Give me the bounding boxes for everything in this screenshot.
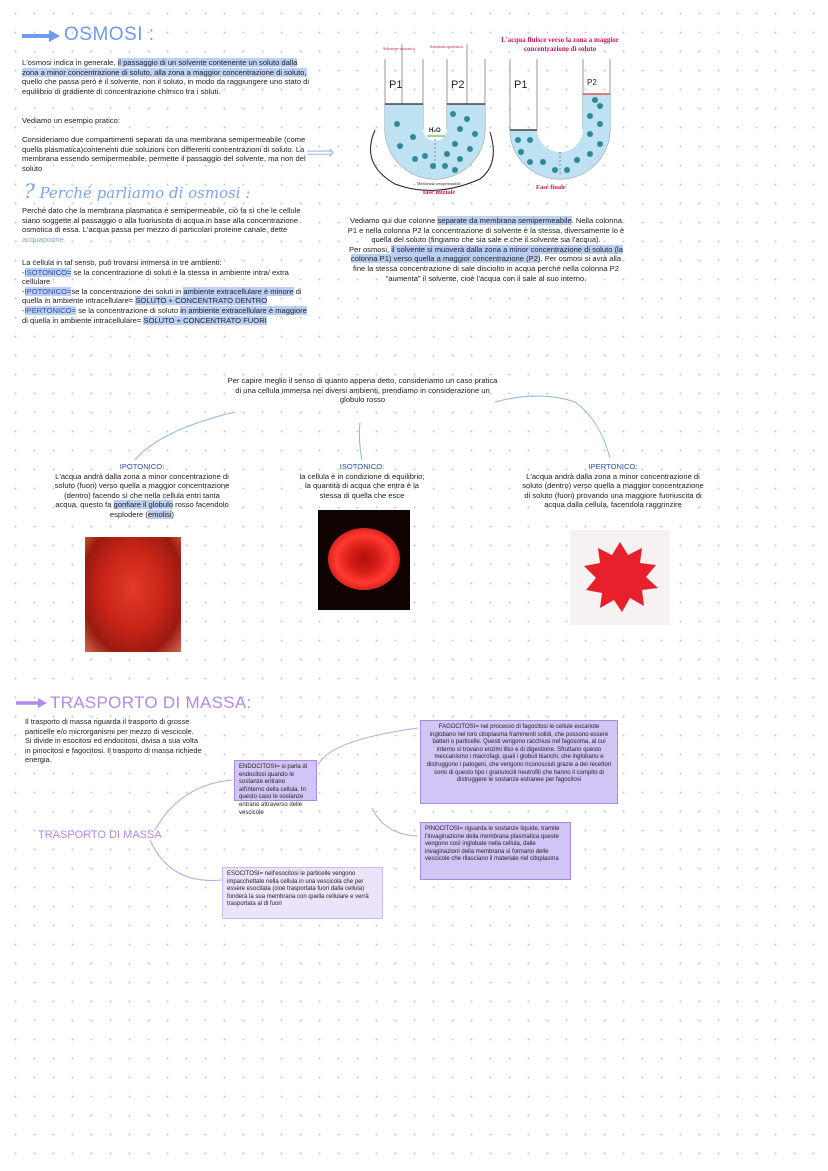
trasporto-text: Il trasporto di massa riguarda il trasporto di grosse particelle e/o microrganismi per mezzo di vescicole. Si divide in esocitosi ed endocitosi, divisa a sua volta in pinocitosi e fagocitosi. Il trasporto di massa richiede energia. [25, 717, 202, 765]
highlighted-text: SOLUTO + CONCENTRATO DENTRO [135, 296, 268, 306]
osmosis-u-tube-diagram [355, 34, 630, 199]
term-label: ISOTONICO= [24, 267, 72, 277]
u-tube-illustration [355, 34, 630, 199]
isotonic-text: la cellula è in condizione di equilibrio; la quantità di acqua che entra è la stessa di quella che esce [299, 471, 425, 500]
text-segment: - [22, 305, 25, 315]
pinocitosi-box: PINOCITOSI= riguarda le sostanze liquide, tramite l'invaginazione della membrana plasmatica queste vengono così inglobate nella cellula, dalle invaginazioni della membrana si formano delle vescicole che rilasciano il materiale nel citoplasma [420, 822, 571, 880]
osmosi-definition [22, 58, 314, 96]
label-final-phase: Fase finale [536, 184, 566, 191]
term-label: IPOTONICO= [24, 286, 72, 296]
text-segment: - [22, 267, 25, 277]
fagocitosi-box: FAGOCITOSI= nel processo di fagocitosi le cellule eucariote inglobano nel loro citoplasma frammenti solidi, che possono essere batteri o particelle. Questi vengono racchiusi nel fagosoma, al cui interno si trovano enzimi litici e di digestione. Sfruttano questo meccanismo i macrofagi, quali i globuli bianchi, che inglobano e distruggono i patogeni, che vengono riconosciuti grazie a dei recettori sono di questo tipo i granulociti neutrofili che hanno il compito di distruggere le sostanze estranee per fagocitosi [420, 720, 618, 804]
diagram-caption: L'acqua fluisce verso la zona a maggior concentrazione di soluto [501, 36, 619, 53]
arrow-right-icon [22, 30, 62, 42]
hypertonic-column [522, 462, 704, 510]
text-segment: quello che passa però è il solvente, non il soluto, in modo da raggiungere uno stato di equilibrio di gradiente di concentrazione chimico tra i soluti. [22, 77, 310, 96]
hypotonic-text [52, 472, 232, 520]
perche-title-text: Perché parliamo di osmosi : [39, 184, 251, 202]
highlighted-text: emolisi [147, 509, 172, 519]
text-segment: Perché dato che la membrana plasmatica è semipermeabile, ciò fa sì che le cellule siano soggette al passaggio o alla fuoriuscita di acqua in base alla concentrazione osmotica di essa. L'acqua passa per mezzo di particolari proteine canale, dette [22, 206, 301, 235]
endocitosi-box: ENDOCITOSI= si parla di endocitosi quando le sostanze entrano all'interno della cellula. In questo caso le sostanze entrano attraverso delle vescicole [234, 760, 317, 801]
section-title-osmosi: OSMOSI : [64, 24, 155, 45]
highlighted-text: gonfiare il globulo [113, 500, 174, 510]
label-p2: P2 [451, 79, 465, 91]
text-segment: . Nella colonna P1 e nella colonna P2 la concentrazione di solvente è la stessa, diversamente lo è quella del soluto (fingiamo che sia sale e che il solvente sia l'acqua). Per osmosi, [347, 216, 625, 254]
highlighted-text: ambiente extracellulare è minore [183, 286, 294, 296]
crenated-red-cell-image [570, 530, 670, 625]
double-arrow-icon: ⟹ [306, 142, 335, 164]
highlighted-text: SOLUTO + CONCENTRATO FUORI [143, 315, 267, 325]
hypotonic-title: IPOTONICO: [119, 462, 165, 471]
mindmap-root: TRASPORTO DI MASSA [38, 829, 162, 841]
text-segment: di quella in ambiente intracellulare= [22, 315, 144, 325]
hypertonic-title: IPERTONICO: [588, 462, 638, 471]
label-initial-phase: fase iniziale [423, 189, 456, 196]
mindmap-connectors [0, 700, 828, 900]
label-p1: P1 [389, 79, 403, 91]
highlighted-text: il solvente si muoverà dalla zona a minor concentrazione di soluto (la colonna P1) verso quella a maggior concentrazione (P2) [350, 244, 623, 264]
isotonic-title: ISOTONICO: [339, 462, 385, 471]
text-segment: di quella in ambiente intracellulare= [22, 286, 302, 306]
example-intro: Vediamo un esempio pratico: [22, 116, 120, 125]
term-link: acquaporine. [22, 234, 66, 244]
question-mark-icon: ? [24, 179, 35, 203]
highlighted-text: il passaggio di un solvente contenente un soluto dalla zona a minor concentrazione di soluto, alla zona a maggior concentrazione di soluto, [22, 58, 307, 77]
environment-list [22, 258, 314, 325]
example-text: Consideriamo due compartimenti separati da una membrana semipermeabile (come quella plasmatica)contenenti due soluzioni con differenti concentrazioni di soluto. La membrana essendo semipermeabile, permette il passaggio del solvente, ma non del soluto [22, 135, 306, 173]
label-hypertonic: Soluzione ipertonica [430, 44, 463, 49]
label-h2o: H₂O [429, 128, 441, 134]
label-p2-final: P2 [587, 78, 597, 87]
section-title-trasporto: TRASPORTO DI MASSA: [50, 693, 252, 712]
text-segment: se la concentrazione di soluti è la stessa in ambiente intra/ extra cellulare [22, 267, 289, 287]
label-p1-final: P1 [514, 79, 528, 91]
text-segment: - [22, 286, 25, 296]
text-segment: se la concentrazione di soluto [75, 305, 181, 315]
text-segment: . Per osmosi si avrà alla fine la stessa concentrazione di sale disciolto in acqua perché nella colonna P2 "aumenta" il solvente, cioè l'acqua con il sale al suo interno. [353, 254, 622, 283]
normal-red-cell-image [318, 510, 410, 610]
text-segment: L'osmosi indica in generale, [22, 58, 118, 67]
swollen-red-cell-image [85, 537, 181, 652]
perche-text [22, 206, 314, 244]
text-segment: ) [171, 509, 175, 519]
term-label: IPERTONICO= [24, 305, 76, 315]
red-cell-intro: Per capire meglio il senso di quanto appena detto, consideriamo un caso pratica di una cellula immersa nei diversi ambienti, prendiamo in considerazione un globulo rosso [227, 376, 498, 405]
highlighted-text: in ambiente extracellulare è maggiore [180, 305, 307, 315]
text-segment: L'acqua andrà dalla zona a minor concentrazione di soluto (fuori) verso quella a maggior concentrazione (dentro) facendo sì che nella cellula entri tanta acqua, questo fa [54, 471, 230, 510]
hypertonic-text: L'acqua andrà dalla zona a minor concentrazione di soluto (dentro) verso quella a maggior concentrazione di soluto (fuori) provando una maggiore fuoriuscita di acqua dalla cellula, facendola raggrinzire [522, 471, 704, 510]
highlighted-text: separate da membrana semipermeabile [437, 216, 572, 225]
label-membrane: Membrana semipermeabile [417, 181, 461, 186]
label-hypotonic: Soluzione ipotonica [383, 46, 415, 51]
diagram-explanation [345, 216, 627, 283]
hypotonic-column [52, 462, 232, 520]
text-segment: rosso facendolo esplodere ( [109, 500, 229, 519]
section-title-perche [24, 179, 250, 203]
text-segment: Vediamo qui due colonne [350, 216, 438, 225]
text-segment: se la concentrazione dei soluti in [71, 286, 184, 296]
isotonic-column [298, 462, 426, 500]
esocitosi-box: ESOCITOSI= nell'esocitosi le particelle vengono impacchettate nella cellula in una vescicola che per essere esocitata (cioè trasportata fuori dalla cellula) fonderà la sua membrana con quella cellulare e verrà trasportata al di fuori [222, 867, 383, 919]
text-segment: La cellula in tal senso, può trovarsi immersa in tre ambienti: [22, 258, 222, 267]
